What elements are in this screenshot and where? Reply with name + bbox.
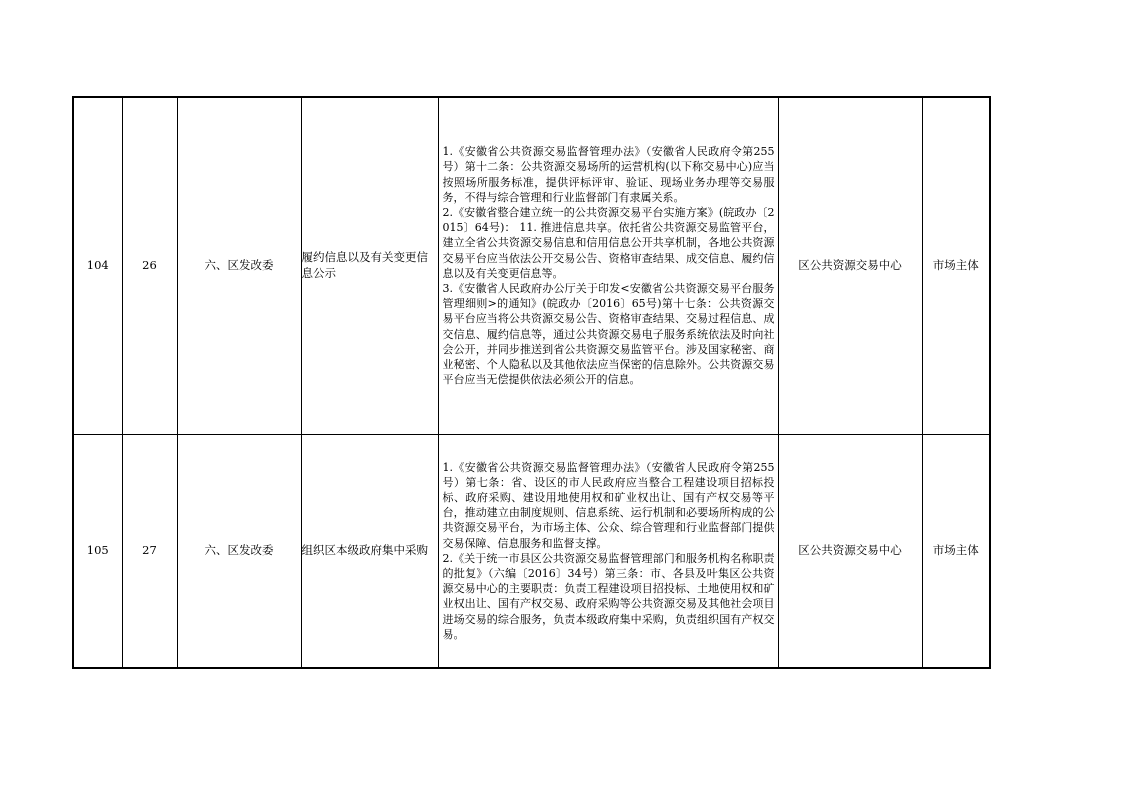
item-name-cell: 履约信息以及有关变更信息公示 xyxy=(301,97,438,434)
target-subject-cell: 市场主体 xyxy=(922,434,990,668)
legal-basis-paragraph: 2.《关于统一市县区公共资源交易监督管理部门和服务机构名称职责的批复》（六编〔2016〕34号）第三条：市、各县及叶集区公共资源交易中心的主要职责：负责工程建设项目招投标、土地使用权和矿业权出让、国有产权交易、政府采购等公共资源交易及其他社会项目进场交易的综合服务，负责本级政府集中采购，负责组织国有产权交易。 xyxy=(442,551,775,641)
item-name-cell: 组织区本级政府集中采购 xyxy=(301,434,438,668)
legal-basis-cell xyxy=(438,434,778,668)
legal-basis-paragraph: 1.《安徽省公共资源交易监督管理办法》（安徽省人民政府令第255号）第十二条：公共资源交易场所的运营机构(以下称交易中心)应当按照场所服务标准，提供评标评审、验证、现场业务办理等交易服务，不得与综合管理和行业监督部门有隶属关系。 xyxy=(442,145,775,204)
legal-basis-paragraph: 1.《安徽省公共资源交易监督管理办法》（安徽省人民政府令第255号）第七条：省、设区的市人民政府应当整合工程建设项目招标投标、政府采购、建设用地使用权和矿业权出让、国有产权交易等平台，推动建立由制度规则、信息系统、运行机制和必要场所构成的公共资源交易平台，为市场主体、公众、综合管理和行业监督部门提供交易保障、信息服务和监督支撑。 xyxy=(442,460,775,550)
department-cell: 六、区发改委 xyxy=(177,434,301,668)
table-row xyxy=(73,97,990,434)
row-number: 104 xyxy=(73,97,122,434)
legal-basis-paragraph: 2.《安徽省整合建立统一的公共资源交易平台实施方案》(皖政办〔2015〕64号)： 11. 推进信息共享。依托省公共资源交易监管平台，建立全省公共资源交易信息和信用信息公开共享机制，各地公共资源交易平台应当依法公开交易公告、资格审查结果、成交信息、履约信息以及有关变更信息等。 xyxy=(442,205,775,280)
row-number: 105 xyxy=(73,434,122,668)
target-subject-cell: 市场主体 xyxy=(922,97,990,434)
department-cell: 六、区发改委 xyxy=(177,97,301,434)
responsible-unit-cell: 区公共资源交易中心 xyxy=(778,434,922,668)
legal-basis-cell xyxy=(438,97,778,434)
responsible-unit-cell: 区公共资源交易中心 xyxy=(778,97,922,434)
sequence-number: 26 xyxy=(122,97,177,434)
legal-basis-paragraph: 3.《安徽省人民政府办公厅关于印发<安徽省公共资源交易平台服务管理细则>的通知》(皖政办〔2016〕65号)第十七条：公共资源交易平台应当将公共资源交易公告、资格审查结果、交易过程信息、成交信息、履约信息等，通过公共资源交易电子服务系统依法及时向社会公开，并同步推送到省公共资源交易监管平台。涉及国家秘密、商业秘密、个人隐私以及其他依法应当保密的信息除外。公共资源交易平台应当无偿提供依法必须公开的信息。 xyxy=(442,281,775,387)
table-row xyxy=(73,434,990,668)
matters-table xyxy=(72,96,991,669)
sequence-number: 27 xyxy=(122,434,177,668)
